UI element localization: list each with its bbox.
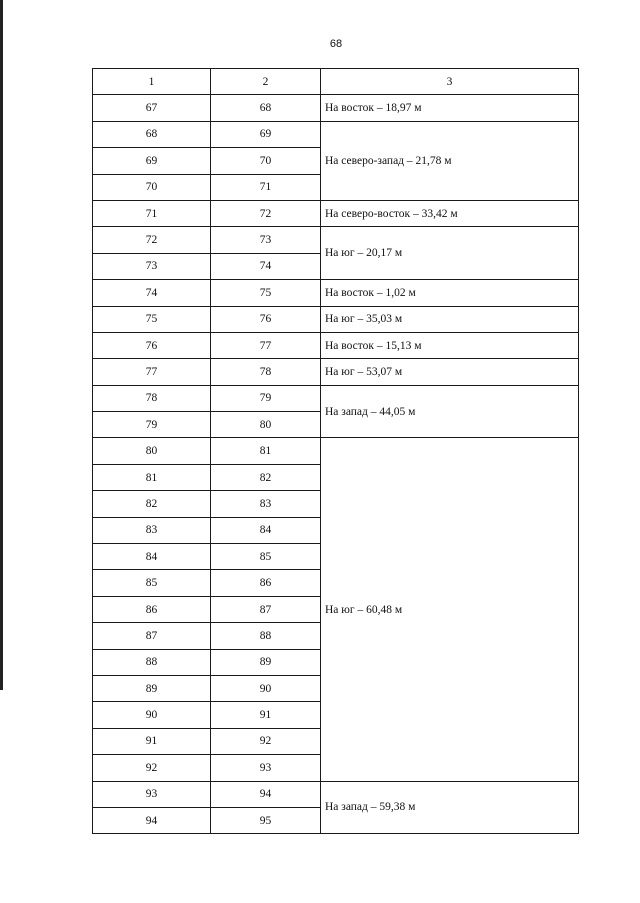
table-row xyxy=(93,359,579,385)
direction-distance-cell: На запад – 44,05 м xyxy=(321,385,579,438)
point-from-cell: 85 xyxy=(93,570,211,596)
point-to-cell: 81 xyxy=(211,438,321,464)
point-from-cell: 69 xyxy=(93,148,211,174)
table-row xyxy=(93,280,579,306)
point-from-cell: 89 xyxy=(93,675,211,701)
point-to-cell: 92 xyxy=(211,728,321,754)
table-row xyxy=(93,227,579,253)
point-to-cell: 75 xyxy=(211,280,321,306)
header-row xyxy=(93,69,579,95)
point-from-cell: 83 xyxy=(93,517,211,543)
point-to-cell: 70 xyxy=(211,148,321,174)
point-from-cell: 75 xyxy=(93,306,211,332)
point-to-cell: 72 xyxy=(211,200,321,226)
point-to-cell: 95 xyxy=(211,807,321,833)
point-to-cell: 79 xyxy=(211,385,321,411)
header-col-1: 1 xyxy=(93,69,211,95)
point-to-cell: 73 xyxy=(211,227,321,253)
direction-distance-cell: На восток – 18,97 м xyxy=(321,95,579,121)
point-from-cell: 72 xyxy=(93,227,211,253)
table-body xyxy=(93,95,579,834)
table-row xyxy=(93,200,579,226)
direction-distance-cell: На восток – 1,02 м xyxy=(321,280,579,306)
direction-distance-cell: На юг – 53,07 м xyxy=(321,359,579,385)
point-from-cell: 84 xyxy=(93,544,211,570)
point-to-cell: 93 xyxy=(211,755,321,781)
direction-distance-cell: На юг – 60,48 м xyxy=(321,438,579,781)
point-from-cell: 91 xyxy=(93,728,211,754)
table-row xyxy=(93,332,579,358)
point-to-cell: 83 xyxy=(211,491,321,517)
point-to-cell: 82 xyxy=(211,464,321,490)
point-from-cell: 87 xyxy=(93,623,211,649)
table-header xyxy=(93,69,579,95)
point-from-cell: 82 xyxy=(93,491,211,517)
point-to-cell: 94 xyxy=(211,781,321,807)
point-to-cell: 80 xyxy=(211,412,321,438)
point-from-cell: 80 xyxy=(93,438,211,464)
table-row xyxy=(93,121,579,147)
table-row xyxy=(93,306,579,332)
point-from-cell: 79 xyxy=(93,412,211,438)
direction-distance-cell: На юг – 20,17 м xyxy=(321,227,579,280)
point-from-cell: 94 xyxy=(93,807,211,833)
point-to-cell: 89 xyxy=(211,649,321,675)
point-from-cell: 70 xyxy=(93,174,211,200)
coordinates-table xyxy=(92,68,579,834)
point-to-cell: 69 xyxy=(211,121,321,147)
point-from-cell: 81 xyxy=(93,464,211,490)
point-to-cell: 91 xyxy=(211,702,321,728)
direction-distance-cell: На северо-запад – 21,78 м xyxy=(321,121,579,200)
header-col-2: 2 xyxy=(211,69,321,95)
point-to-cell: 86 xyxy=(211,570,321,596)
point-to-cell: 85 xyxy=(211,544,321,570)
point-to-cell: 74 xyxy=(211,253,321,279)
point-to-cell: 77 xyxy=(211,332,321,358)
table-row xyxy=(93,95,579,121)
direction-distance-cell: На запад – 59,38 м xyxy=(321,781,579,834)
point-from-cell: 76 xyxy=(93,332,211,358)
page-number: 68 xyxy=(329,38,343,50)
point-from-cell: 67 xyxy=(93,95,211,121)
table-row xyxy=(93,385,579,411)
point-to-cell: 88 xyxy=(211,623,321,649)
header-col-3: 3 xyxy=(321,69,579,95)
point-from-cell: 78 xyxy=(93,385,211,411)
point-from-cell: 73 xyxy=(93,253,211,279)
point-to-cell: 87 xyxy=(211,596,321,622)
direction-distance-cell: На восток – 15,13 м xyxy=(321,332,579,358)
point-from-cell: 71 xyxy=(93,200,211,226)
point-to-cell: 76 xyxy=(211,306,321,332)
point-from-cell: 93 xyxy=(93,781,211,807)
point-to-cell: 71 xyxy=(211,174,321,200)
direction-distance-cell: На северо-восток – 33,42 м xyxy=(321,200,579,226)
point-from-cell: 90 xyxy=(93,702,211,728)
point-from-cell: 68 xyxy=(93,121,211,147)
point-from-cell: 92 xyxy=(93,755,211,781)
point-to-cell: 68 xyxy=(211,95,321,121)
point-to-cell: 78 xyxy=(211,359,321,385)
direction-distance-cell: На юг – 35,03 м xyxy=(321,306,579,332)
table-row xyxy=(93,438,579,464)
point-to-cell: 90 xyxy=(211,675,321,701)
point-from-cell: 74 xyxy=(93,280,211,306)
point-from-cell: 86 xyxy=(93,596,211,622)
scan-left-edge xyxy=(0,0,3,690)
point-from-cell: 88 xyxy=(93,649,211,675)
table-row xyxy=(93,781,579,807)
point-from-cell: 77 xyxy=(93,359,211,385)
point-to-cell: 84 xyxy=(211,517,321,543)
